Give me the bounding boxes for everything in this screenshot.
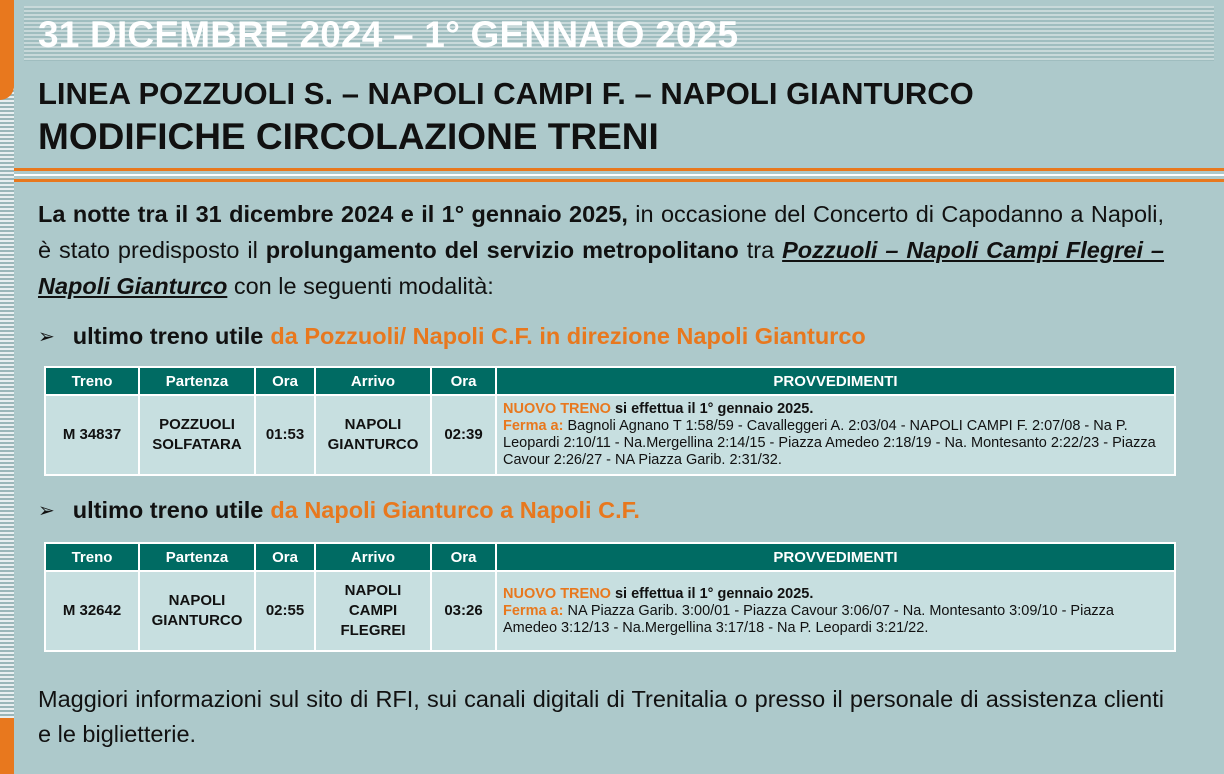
line-title: LINEA POZZUOLI S. – NAPOLI CAMPI F. – NAPOLI GIANTURCO <box>38 76 974 111</box>
table-header-row <box>46 544 1174 570</box>
table-header-row <box>46 368 1174 394</box>
header-treno: Treno <box>46 544 138 570</box>
separator-lines <box>14 168 1224 186</box>
cell-treno: M 32642 <box>46 572 138 650</box>
nuovo-treno-label: NUOVO TRENO <box>503 585 611 602</box>
cell-arrivo: NAPOLI GIANTURCO <box>316 396 430 474</box>
section2-heading <box>38 497 640 524</box>
intro-date: La notte tra il 31 dicembre 2024 e il 1° gennaio 2025, <box>38 201 628 227</box>
ferma-stops: NA Piazza Garib. 3:00/01 - Piazza Cavour 3:06/07 - Na. Montesanto 3:09/10 - Piazza Amedeo 3:12/13 - Na.Mergellina 3:17/18 - Na P. Leopardi 3:21/22. <box>503 602 1114 636</box>
ferma-label: Ferma a: <box>503 602 564 619</box>
header-ora-arrivo: Ora <box>432 368 495 394</box>
cell-ora-arrivo: 03:26 <box>432 572 495 650</box>
section1-heading <box>38 323 866 350</box>
intro-text-3: con le seguenti modalità: <box>227 273 494 299</box>
effettua-text: si effettua il 1° gennaio 2025. <box>610 585 814 602</box>
cell-treno: M 34837 <box>46 396 138 474</box>
ferma-stops: Bagnoli Agnano T 1:58/59 - Cavalleggeri A. 2:03/04 - NAPOLI CAMPI F. 2:07/08 - Na P. Leopardi 2:10/11 - Na.Mergellina 2:14/15 - Piazza Amedeo 2:18/19 - Na. Montesanto 2:22/23 - Piazza Cavour 2:26/27 - NA Piazza Garib. 2:31/32. <box>503 418 1156 468</box>
header-provvedimenti: PROVVEDIMENTI <box>497 544 1174 570</box>
header-ora-partenza: Ora <box>256 368 314 394</box>
intro-route: Pozzuoli – Napoli Campi Flegrei – Napoli Gianturco <box>38 237 1165 299</box>
arrowhead-bullet-icon: ➢ <box>38 326 55 348</box>
left-orange-accent-bottom <box>0 718 14 774</box>
section2-direction: da Napoli Gianturco a Napoli C.F. <box>270 497 640 523</box>
date-title: 31 DICEMBRE 2024 – 1° GENNAIO 2025 <box>38 14 739 55</box>
section1-direction: da Pozzuoli/ Napoli C.F. in direzione Napoli Gianturco <box>270 323 866 349</box>
train-table-2 <box>44 542 1176 652</box>
cell-provvedimenti <box>497 396 1174 474</box>
cell-ora-partenza: 01:53 <box>256 396 314 474</box>
cell-ora-arrivo: 02:39 <box>432 396 495 474</box>
intro-text-1: in occasione del Concerto di Capodanno a Napoli, è stato predisposto il <box>38 201 1164 263</box>
table-row <box>46 572 1174 650</box>
header-partenza: Partenza <box>140 368 254 394</box>
intro-text-2: tra <box>738 237 783 263</box>
footer-info: Maggiori informazioni sul sito di RFI, sui canali digitali di Trenitalia o presso il personale di assistenza clienti e le biglietterie. <box>38 686 1164 747</box>
cell-partenza: NAPOLI GIANTURCO <box>140 572 254 650</box>
cell-ora-partenza: 02:55 <box>256 572 314 650</box>
main-title: MODIFICHE CIRCOLAZIONE TRENI <box>38 116 659 157</box>
intro-paragraph <box>38 196 1164 304</box>
left-orange-accent <box>0 0 14 100</box>
nuovo-treno-label: NUOVO TRENO <box>503 401 611 417</box>
section2-label: ultimo treno utile <box>72 497 264 523</box>
header-provvedimenti: PROVVEDIMENTI <box>497 368 1174 394</box>
intro-service: prolungamento del servizio metropolitano <box>265 237 739 263</box>
header-arrivo: Arrivo <box>316 544 430 570</box>
cell-arrivo: NAPOLI CAMPI FLEGREI <box>316 572 430 650</box>
section1-label: ultimo treno utile <box>72 323 264 349</box>
train-table-1 <box>44 366 1176 476</box>
header-arrivo: Arrivo <box>316 368 430 394</box>
table-row <box>46 396 1174 474</box>
header-ora-arrivo: Ora <box>432 544 495 570</box>
header-treno: Treno <box>46 368 138 394</box>
cell-provvedimenti <box>497 572 1174 650</box>
left-decorative-strip <box>0 0 14 774</box>
effettua-text: si effettua il 1° gennaio 2025. <box>610 401 814 417</box>
ferma-label: Ferma a: <box>503 418 564 434</box>
header-ora-partenza: Ora <box>256 544 314 570</box>
cell-partenza: POZZUOLI SOLFATARA <box>140 396 254 474</box>
header-partenza: Partenza <box>140 544 254 570</box>
arrowhead-bullet-icon: ➢ <box>38 500 55 522</box>
